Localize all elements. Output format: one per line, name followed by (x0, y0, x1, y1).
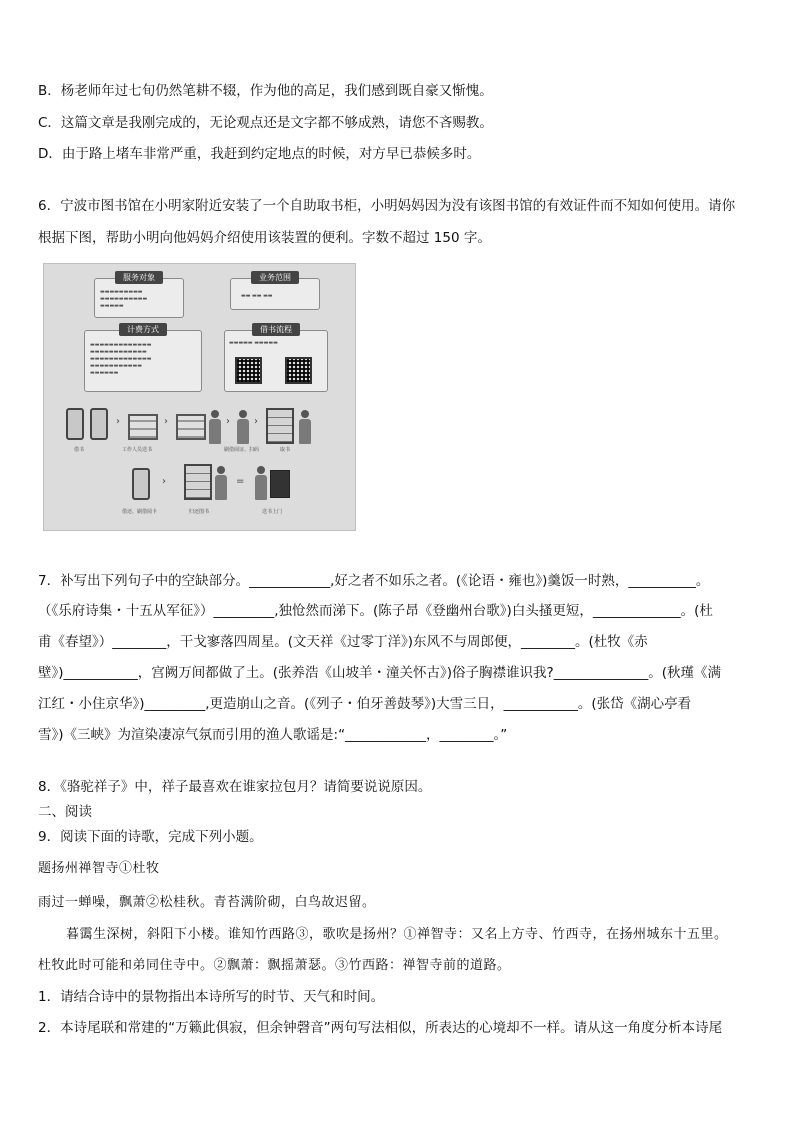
equals-icon: = (236, 476, 245, 487)
step-label: 取书 (280, 447, 291, 453)
poem-title: 题扬州禅智寺①杜牧 (38, 861, 160, 876)
locker-cabinet-icon (266, 408, 294, 444)
qr-code-icon (285, 357, 312, 384)
person-icon (208, 410, 222, 444)
step-label: 刷借阅证、扫码 (224, 447, 260, 453)
billing-heading: 计费方式 (119, 323, 167, 336)
service-target-heading: 服务对象 (115, 271, 163, 284)
poem-notes: 杜牧此时可能和弟同住寺中。②飘萧：飘摇萧瑟。③竹西路：禅智寺前的道路。 (38, 958, 511, 973)
phone-icon (90, 408, 108, 440)
borrow-flow-panel (224, 325, 328, 392)
section-heading-reading: 二、阅读 (38, 804, 92, 820)
subquestion-1: 1．请结合诗中的景物指出本诗所写的时节、天气和时间。 (38, 989, 385, 1005)
poem-line-1: 雨过一蝉噪，飘萧②松桂秋。青苔满阶砌，白鸟故迟留。 (38, 895, 376, 910)
phone-icon (66, 408, 84, 440)
bookshelf-icon (128, 414, 158, 440)
question-6-line-1: 6．宁波市图书馆在小明家附近安装了一个自助取书柜，小明妈妈因为没有该图书馆的有效证件而不知如何使用。请你 (38, 198, 736, 214)
arrow-right-icon: › (164, 416, 168, 427)
qr-code-icon (235, 357, 262, 384)
option-b: B．杨老师年过七旬仍然笔耕不辍，作为他的高足，我们感到既自豪又惭愧。 (38, 83, 493, 99)
question-7-line-2: （《乐府诗集・十五从军征》）_________,独怆然而涕下。(陈子昂《登幽州台歌》)白头搔更短，_____________。(杜 (38, 603, 713, 619)
step-label: 归还图书 (189, 509, 210, 515)
question-7-line-3: 甫《春望》）________，干戈寥落四周星。(文天祥《过零丁洋》)东风不与周郎便，________。(杜牧《赤 (38, 634, 648, 650)
fine-print: ▬▬▬▬▬ ▬▬▬▬▬ (229, 340, 278, 346)
fine-print: ▬▬▬▬▬▬▬▬▬▬▬▬▬ ▬▬▬▬▬▬▬▬▬▬▬▬ ▬▬▬▬▬▬▬▬▬▬▬▬▬ ▬▬▬▬▬▬▬▬▬▬▬ ▬▬▬▬▬▬ (90, 342, 152, 376)
question-7-line-4: 壁》)___________，宫阙万间都做了土。(张养浩《山坡羊・潼关怀古》)俗子胸襟谁识我?______________。(秋瑾《满 (38, 665, 721, 681)
step-label: 借还、刷借阅卡 (122, 509, 158, 515)
option-d: D．由于路上堵车非常严重，我赶到约定地点的时候，对方早已恭候多时。 (38, 146, 481, 162)
phone-icon (132, 468, 150, 500)
person-icon (214, 466, 228, 500)
person-icon (236, 410, 250, 444)
subquestion-2: 2．本诗尾联和常建的“万籁此俱寂，但余钟磬音”两句写法相似，所表达的心境却不一样。请从这一角度分析本诗尾 (38, 1020, 723, 1036)
billing-panel (84, 325, 202, 392)
person-icon (298, 410, 312, 444)
question-7-line-5: 江红・小住京华》)_________,更造崩山之音。(《列子・伯牙善鼓琴》)大雪三日，___________。(张岱《湖心亭看 (38, 696, 692, 712)
door-icon (270, 470, 290, 498)
poem-line-2: 暮霭生深树，斜阳下小楼。谁知竹西路③，歌吹是扬州？①禅智寺：又名上方寺、竹西寺，在扬州城东十五里。 (66, 927, 728, 942)
arrow-right-icon: › (162, 476, 166, 487)
fine-print: ▬▬▬▬▬▬▬▬▬ ▬▬▬▬▬▬▬▬▬▬ ▬▬▬▬▬ (100, 289, 148, 309)
question-7-line-6: 雪》)《三峡》为渲染凄凉气氛而引用的渔人歌谣是:“____________，________。” (38, 727, 508, 743)
person-icon (254, 466, 268, 500)
service-target-panel (94, 273, 184, 318)
fine-print: ▬▬ ▬▬ ▬▬ (241, 293, 273, 299)
question-9: 9．阅读下面的诗歌，完成下列小题。 (38, 829, 263, 845)
locker-cabinet-icon (184, 464, 212, 500)
borrow-flow-heading: 借书流程 (252, 323, 300, 336)
step-label: 送书上门 (262, 509, 283, 515)
library-infographic (43, 263, 356, 531)
arrow-right-icon: › (116, 416, 120, 427)
question-6-line-2: 根据下图，帮助小明向他妈妈介绍使用该装置的便利。字数不超过 150 字。 (38, 230, 491, 246)
step-label: 工作人员送书 (122, 447, 153, 453)
arrow-right-icon: › (254, 416, 258, 427)
service-scope-panel (230, 273, 320, 310)
question-7-line-1: 7．补写出下列句子中的空缺部分。____________,好之者不如乐之者。(《论语・雍也》)羹饭一时熟，__________。 (38, 573, 710, 589)
step-label: 借书 (74, 447, 85, 453)
bookshelf-icon (176, 414, 206, 440)
service-scope-heading: 业务范围 (251, 271, 299, 284)
option-c: C．这篇文章是我刚完成的，无论观点还是文字都不够成熟，请您不吝赐教。 (38, 115, 493, 131)
question-8: 8．《骆驼祥子》中，祥子最喜欢在谁家拉包月？请简要说说原因。 (38, 779, 432, 795)
arrow-right-icon: › (226, 416, 230, 427)
